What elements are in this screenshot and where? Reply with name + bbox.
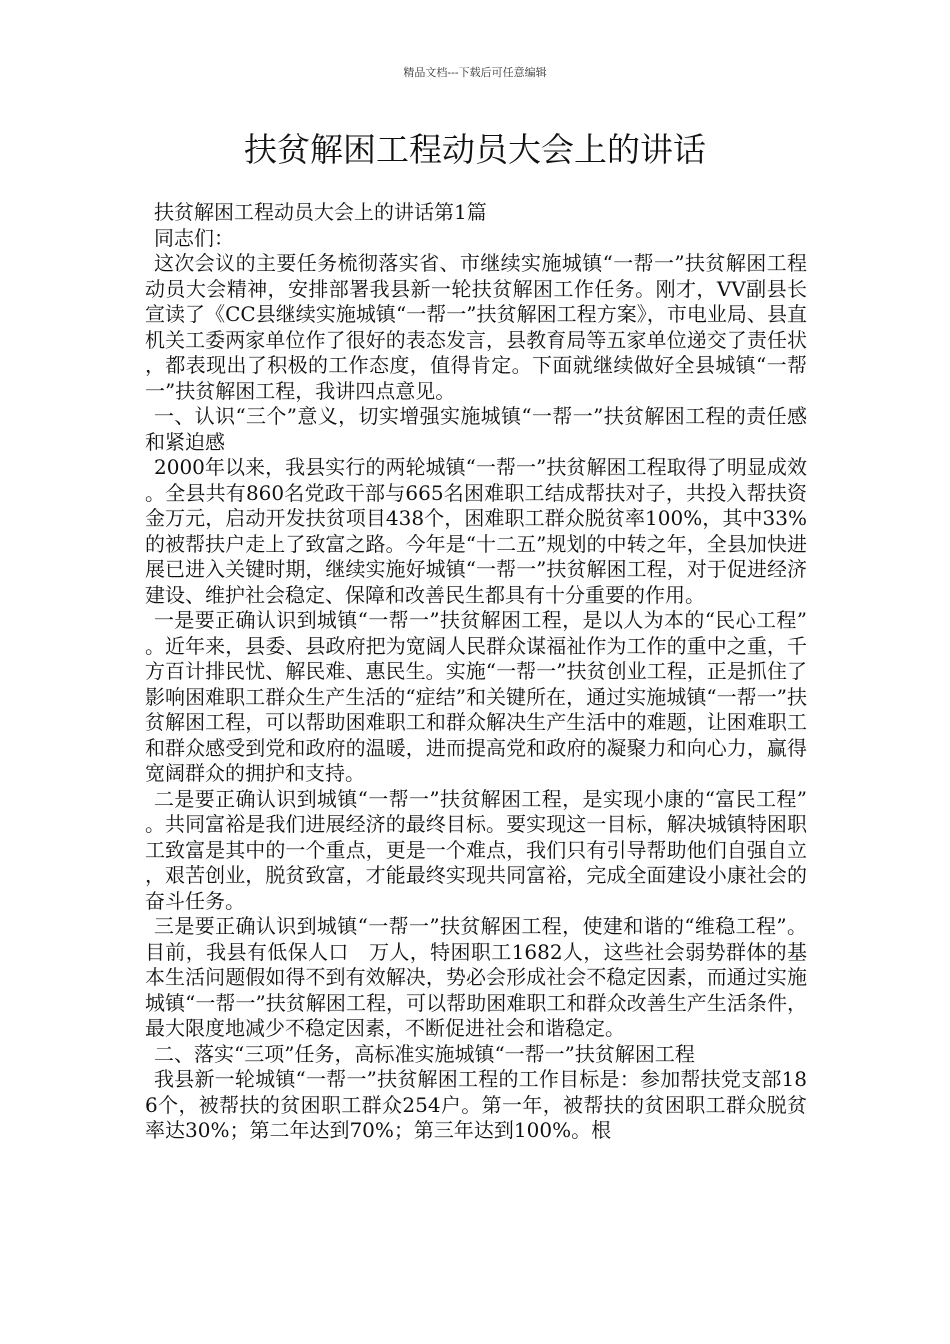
section-heading-1: 一、认识“三个”意义，切实增强实施城镇“一帮一”扶贫解困工程的责任感和紧迫感 [145, 404, 807, 454]
document-body [145, 200, 807, 1144]
salutation: 同志们： [154, 225, 234, 250]
document-title: 扶贫解困工程动员大会上的讲话 [244, 130, 706, 169]
article-subtitle: 扶贫解困工程动员大会上的讲话第1篇 [154, 200, 487, 224]
body-paragraph: 这次会议的主要任务梳彻落实省、市继续实施城镇“一帮一”扶贫解困工程动员大会精神，安排部署我县新一轮扶贫解困工作任务。刚才，VV副县长宣读了《CC县继续实施城镇“一帮一”扶贫解困工程方案》，市电业局、县直机关工委两家单位作了很好的表态发言，县教育局等五家单位递交了责任状，都表现出了积极的工作态度，值得肯定。下面就继续做好全县城镇“一帮一”扶贫解困工程，我讲四点意见。 [145, 251, 807, 403]
body-paragraph: 我县新一轮城镇“一帮一”扶贫解困工程的工作目标是：参加帮扶党支部186个，被帮扶的贫困职工群众254户。第一年，被帮扶的贫困职工群众脱贫率达30%；第二年达到70%；第三年达到100%。根 [145, 1067, 807, 1142]
body-paragraph: 二是要正确认识到城镇“一帮一”扶贫解困工程，是实现小康的“富民工程”。共同富裕是我们进展经济的最终目标。要实现这一目标，解决城镇特困职工致富是其中的一个重点，更是一个难点，我们只有引导帮助他们自强自立，艰苦创业，脱贫致富，才能最终实现共同富裕，完成全面建设小康社会的奋斗任务。 [145, 786, 807, 913]
body-paragraph: 2000年以来，我县实行的两轮城镇“一帮一”扶贫解困工程取得了明显成效。全县共有860名党政干部与665名困难职工结成帮扶对子，共投入帮扶资金万元，启动开发扶贫项目438个，困难职工群众脱贫率100%，其中33%的被帮扶户走上了致富之路。今年是“十二五”规划的中转之年，全县加快进展已进入关键时期，继续实施好城镇“一帮一”扶贫解困工程，对于促进经济建设、维护社会稳定、保障和改善民生都具有十分重要的作用。 [145, 455, 807, 607]
body-paragraph: 三是要正确认识到城镇“一帮一”扶贫解困工程，使建和谐的“维稳工程”。目前，我县有低保人口 万人，特困职工1682人，这些社会弱势群体的基本生活问题假如得不到有效解决，势必会形成社会不稳定因素，而通过实施城镇“一帮一”扶贫解困工程，可以帮助困难职工和群众改善生产生活条件，最大限度地减少不稳定因素，不断促进社会和谐稳定。 [145, 914, 807, 1040]
section-heading-2: 二、落实“三项”任务，高标准实施城镇“一帮一”扶贫解困工程 [154, 1041, 695, 1066]
page-header-note: 精品文档---下载后可任意编辑 [403, 66, 547, 79]
body-paragraph: 一是要正确认识到城镇“一帮一”扶贫解困工程，是以人为本的“民心工程”。近年来，县委、县政府把为宽阔人民群众谋福祉作为工作的重中之重，千方百计排民忧、解民难、惠民生。实施“一帮一”扶贫创业工程，正是抓住了影响困难职工群众生产生活的“症结”和关键所在，通过实施城镇“一帮一”扶贫解困工程，可以帮助困难职工和群众解决生产生活中的难题，让困难职工和群众感受到党和政府的温暖，进而提高党和政府的凝聚力和向心力，赢得宽阔群众的拥护和支持。 [145, 608, 807, 785]
